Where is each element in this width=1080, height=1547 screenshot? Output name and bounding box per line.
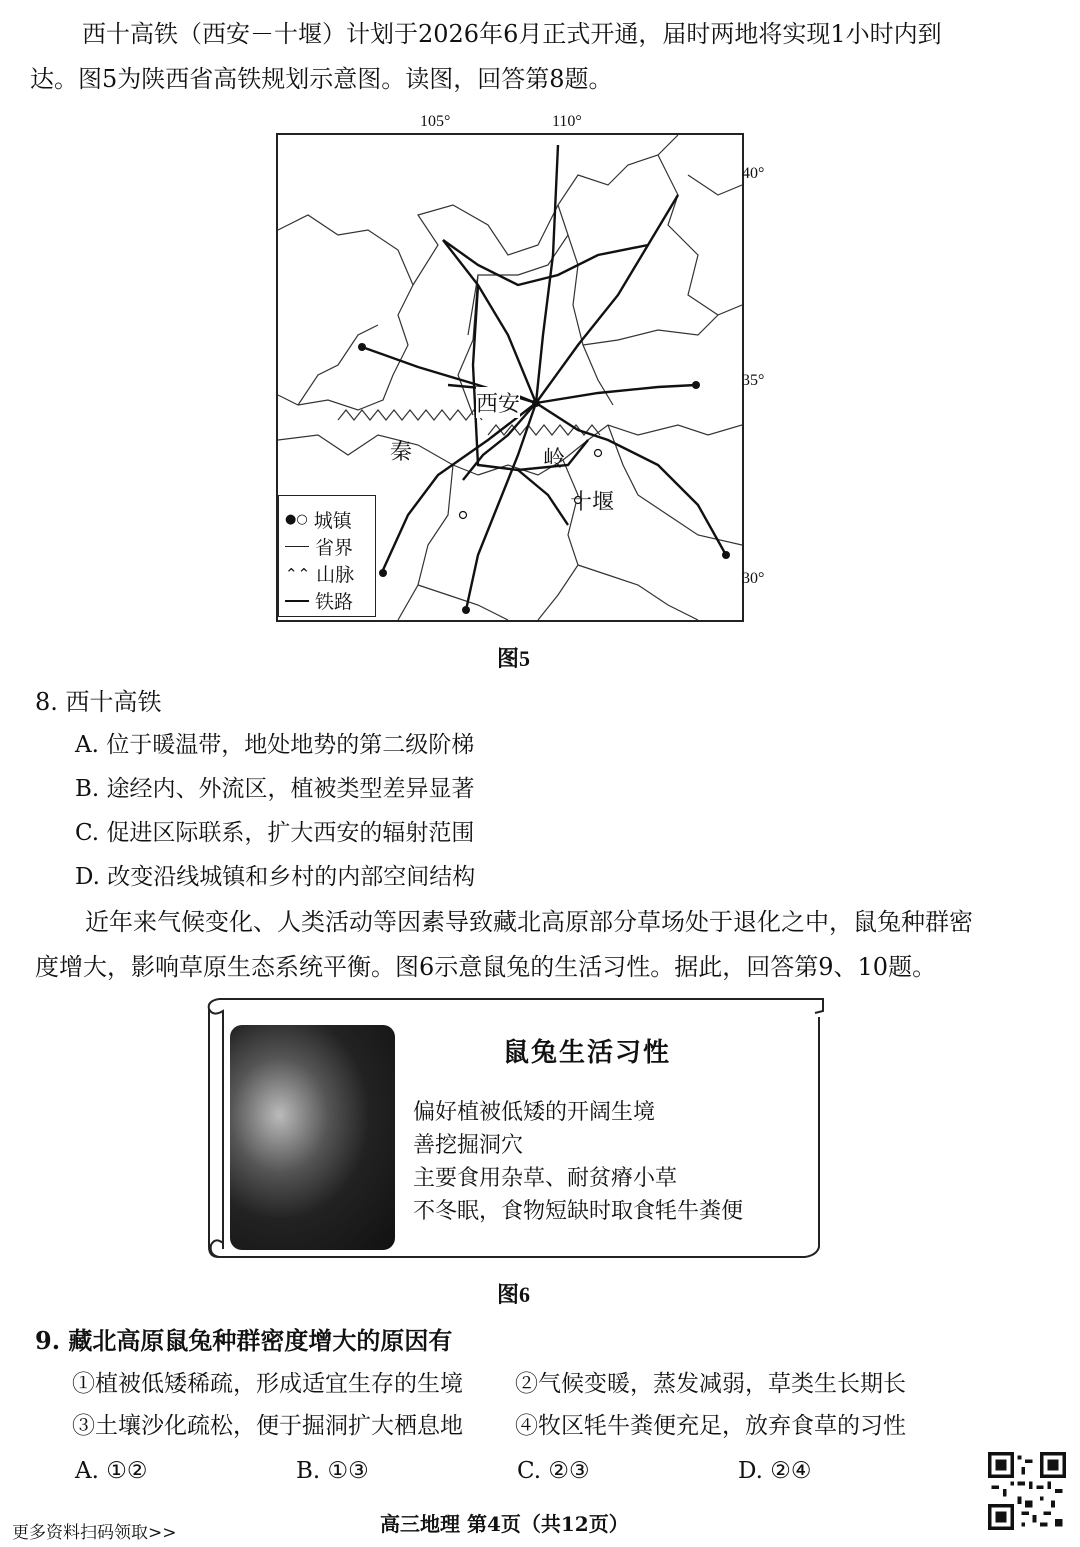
q8-option-d: D. 改变沿线城镇和乡村的内部空间结构 [75,864,476,890]
figure-6-caption: 图6 [497,1282,531,1307]
intro-line-1: 西十高铁（西安－十堰）计划于2026年6月正式开通，届时两地将实现1小时内到 [82,20,942,48]
q9-choice-a: A. ①② [75,1458,148,1484]
mountain-icon: ⌃⌃ [285,564,311,583]
q8-option-c: C. 促进区际联系，扩大西安的辐射范围 [75,820,475,846]
lon-label-110: 110° [552,113,582,130]
footer-page-info: 高三地理 第4页（共12页） [380,1512,629,1536]
card-title: 鼠兔生活习性 [503,1038,672,1068]
town-icon: ●○ [285,512,308,527]
legend-town-label: 城镇 [313,510,352,532]
city-label-xian: 西安 [476,387,520,418]
legend-railway-label: 铁路 [315,591,354,613]
intro2-line-1: 近年来气候变化、人类活动等因素导致藏北高原部分草场处于退化之中，鼠兔种群密 [85,908,973,936]
card-line-1: 偏好植被低矮的开阔生境 [413,1100,656,1125]
q9-item-3: ③土壤沙化疏松，便于掘洞扩大栖息地 [72,1413,463,1439]
card-line-2: 善挖掘洞穴 [413,1133,524,1158]
legend-town [285,506,352,533]
figure-5-caption: 图5 [497,646,531,671]
q9-item-4: ④牧区牦牛粪便充足，放弃食草的习性 [515,1413,906,1439]
map-legend [278,495,376,617]
lat-label-30: 30° [742,570,765,587]
footer-scan-more[interactable]: 更多资料扫码领取>> [12,1523,177,1543]
legend-mountain [285,560,354,587]
lon-label-105: 105° [420,113,451,130]
q9-stem: 9. 藏北高原鼠兔种群密度增大的原因有 [35,1326,453,1355]
mountain-label-qin: 秦 [390,440,413,465]
card-line-4: 不冬眠，食物短缺时取食牦牛粪便 [413,1199,744,1224]
lat-label-35: 35° [742,372,765,389]
legend-province-border-label: 省界 [315,537,354,559]
q9-choice-d: D. ②④ [738,1458,812,1484]
qr-code-icon [988,1452,1066,1530]
lat-label-40: 40° [742,165,765,182]
q8-option-a: A. 位于暖温带，地处地势的第二级阶梯 [75,732,475,758]
q9-choice-c: C. ②③ [517,1458,590,1484]
intro2-line-2: 度增大，影响草原生态系统平衡。图6示意鼠兔的生活习性。据此，回答第9、10题。 [35,953,937,981]
q9-item-2: ②气候变暖，蒸发减弱，草类生长期长 [515,1371,906,1397]
legend-railway [285,587,353,614]
q9-item-1: ①植被低矮稀疏，形成适宜生存的生境 [72,1371,463,1397]
q8-stem: 8. 西十高铁 [35,688,162,716]
legend-province-border [285,533,353,560]
q8-option-b: B. 途经内、外流区，植被类型差异显著 [75,776,475,802]
mountain-label-ling: 岭 [543,447,566,472]
province-border-icon [285,546,309,547]
intro-line-2: 达。图5为陕西省高铁规划示意图。读图，回答第8题。 [30,65,613,93]
pika-photo [230,1025,395,1250]
city-label-shiyan: 十堰 [570,490,615,515]
qr-code[interactable] [988,1452,1066,1530]
q9-choice-b: B. ①③ [296,1458,369,1484]
card-line-3: 主要食用杂草、耐贫瘠小草 [413,1166,678,1191]
legend-mountain-label: 山脉 [316,564,355,586]
railway-icon [285,600,309,602]
